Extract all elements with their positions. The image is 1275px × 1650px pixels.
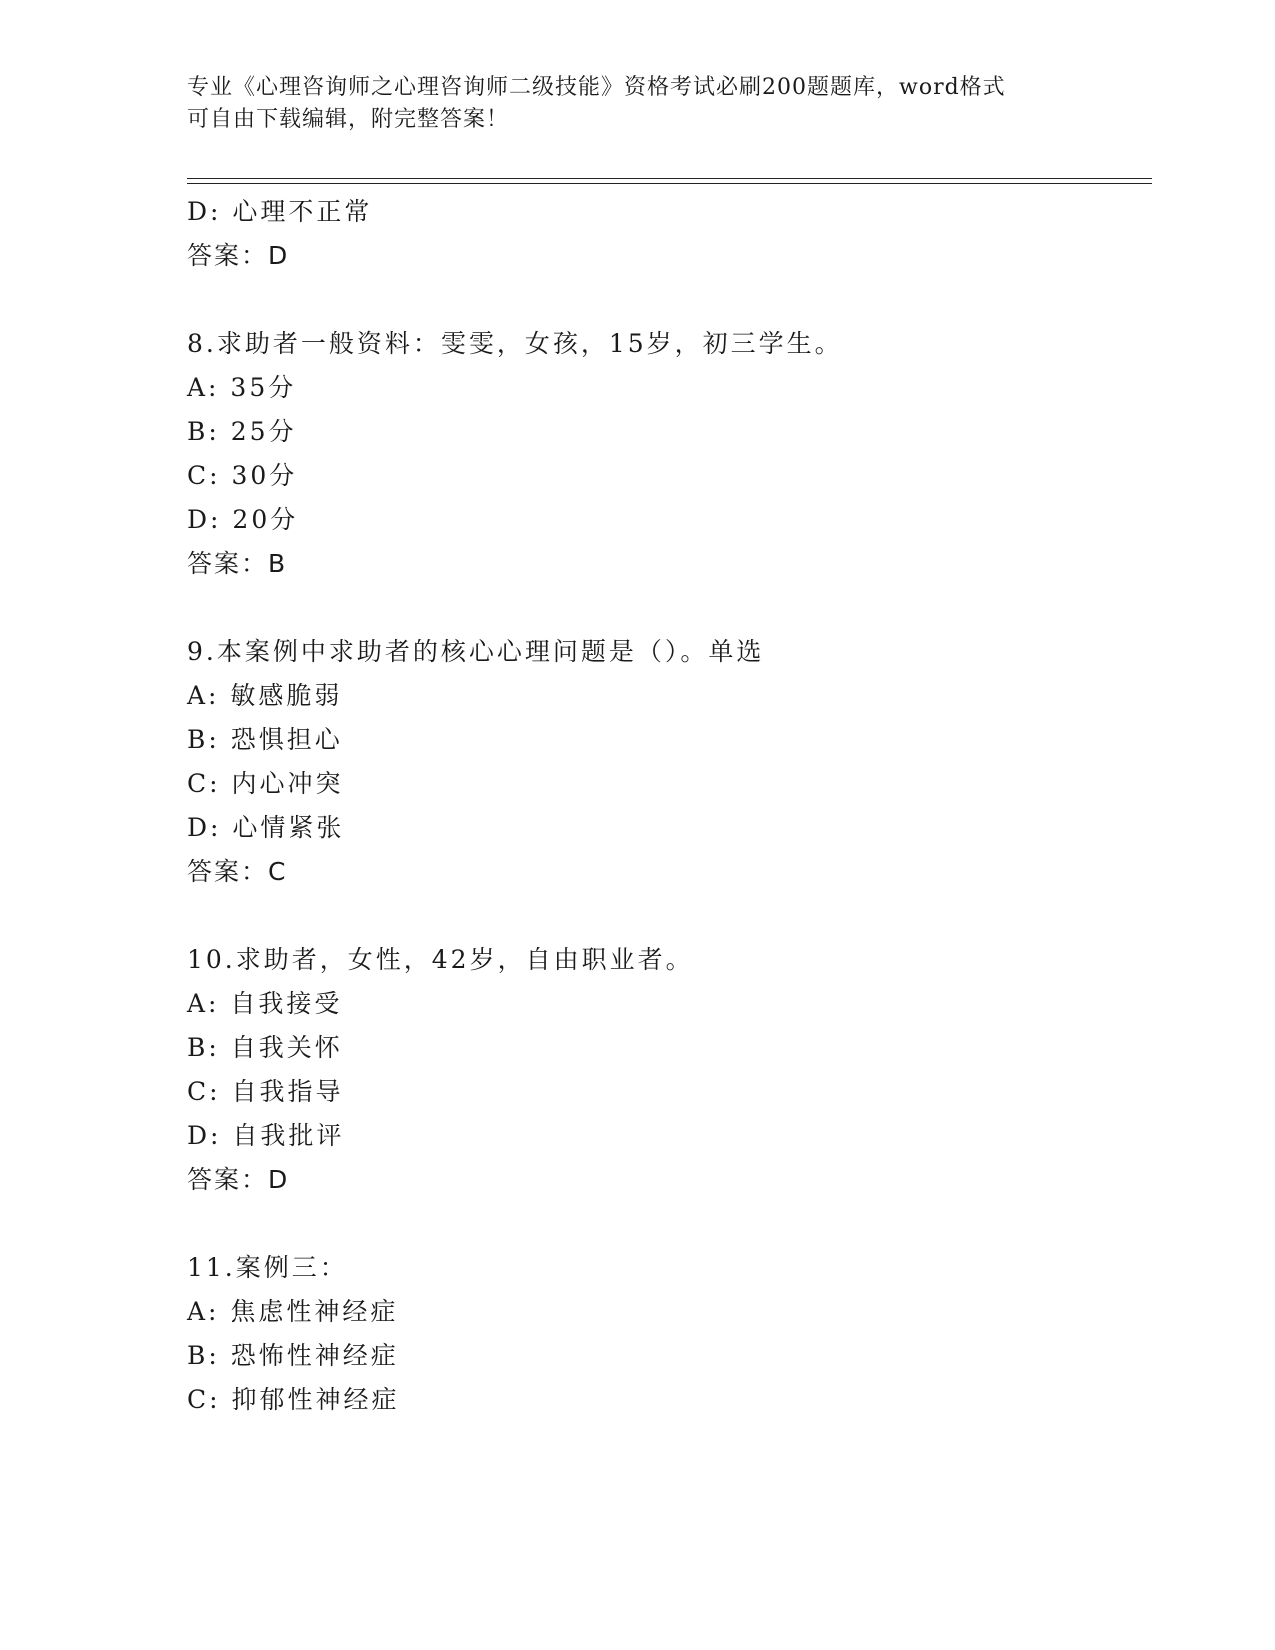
prev-answer: 答案：D <box>187 241 290 270</box>
question-11-text: 11.案例三： <box>187 1253 348 1282</box>
question-9-option-b: B: 恐惧担心 <box>187 725 343 754</box>
question-8-option-d: D: 20分 <box>187 505 299 534</box>
question-8-answer: 答案：B <box>187 549 288 578</box>
document-header <box>187 72 1067 136</box>
question-10-answer: 答案：D <box>187 1165 290 1194</box>
question-8-option-a: A: 35分 <box>187 373 297 402</box>
header-divider-bottom <box>187 183 1152 184</box>
question-9-option-c: C: 内心冲突 <box>187 769 344 798</box>
prev-option-d: D: 心理不正常 <box>187 197 373 226</box>
header-line-2: 可自由下载编辑，附完整答案！ <box>187 107 510 132</box>
question-9-option-a: A: 敏感脆弱 <box>187 681 343 710</box>
header-line-1: 专业《心理咨询师之心理咨询师二级技能》资格考试必刷200题题库，word格式 <box>187 75 1006 100</box>
question-9-answer: 答案：C <box>187 857 288 886</box>
question-9-text: 9.本案例中求助者的核心心理问题是（）。单选 <box>187 637 765 666</box>
question-9-option-d: D: 心情紧张 <box>187 813 345 842</box>
header-divider-top <box>187 178 1152 179</box>
question-8-option-c: C: 30分 <box>187 461 298 490</box>
question-10-option-c: C: 自我指导 <box>187 1077 344 1106</box>
question-11-option-b: B: 恐怖性神经症 <box>187 1341 399 1370</box>
question-8-option-b: B: 25分 <box>187 417 297 446</box>
question-11-option-c: C: 抑郁性神经症 <box>187 1385 400 1414</box>
question-10-text: 10.求助者，女性，42岁，自由职业者。 <box>187 945 694 974</box>
question-8-text: 8.求助者一般资料：雯雯，女孩，15岁，初三学生。 <box>187 329 843 358</box>
question-10-option-b: B: 自我关怀 <box>187 1033 343 1062</box>
question-10-option-a: A: 自我接受 <box>187 989 343 1018</box>
question-11-option-a: A: 焦虑性神经症 <box>187 1297 399 1326</box>
question-10-option-d: D: 自我批评 <box>187 1121 345 1150</box>
